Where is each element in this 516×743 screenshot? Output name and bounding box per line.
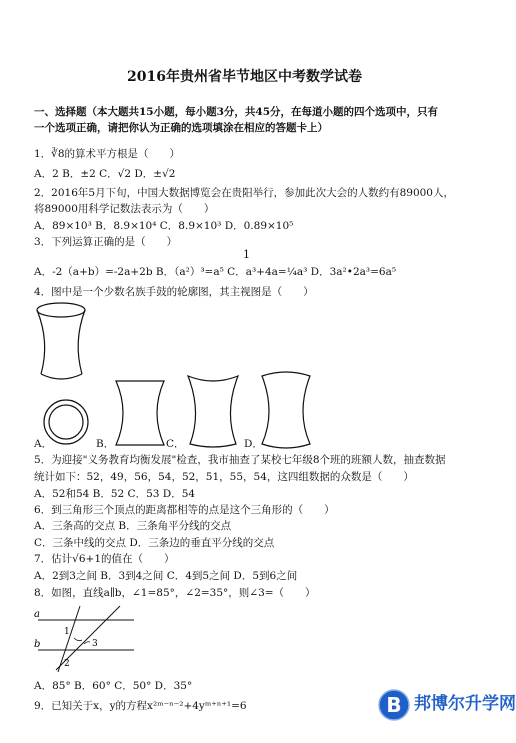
q4-stem: 4．图中是一个少数名族手鼓的轮廓图，其主视图是（ ）: [34, 286, 314, 298]
q1-options: A．2 B．±2 C．√2 D．±√2: [34, 168, 176, 180]
svg-text:B: B: [386, 693, 402, 717]
q4-option-c-figure: [182, 370, 244, 450]
q2-line2: 将89000用科学记数法表示为（ ）: [34, 203, 215, 215]
watermark-logo: [378, 683, 516, 743]
q2-options: A．89×10³ B．8.9×10⁴ C．8.9×10³ D．0.89×10⁵: [34, 220, 294, 232]
q6-options-ab: A．三条高的交点 B．三条角平分线的交点: [34, 520, 232, 532]
logo-b-icon: [378, 689, 410, 721]
parallel-lines-figure: [34, 604, 138, 674]
q3-options: A．-2（a+b）=-2a+2b B．（a²）³=a⁵ C．a³+4a=¼a³ D．3a²•2a³=6a⁵: [34, 266, 397, 278]
q3-stem: 3．下列运算正确的是（ ）: [34, 236, 178, 248]
line-b-label: b: [34, 639, 41, 650]
section-heading-line2: 一个选项正确，请把你认为正确的选项填涂在相应的答题卡上）: [34, 122, 328, 134]
q5-line1: 5．为迎接"义务教育均衡发展"检查，我市抽查了某校七年级8个班的班额人数，抽查数据: [34, 454, 446, 466]
q2-line1: 2．2016年5月下旬，中国大数据博览会在贵阳举行，参加此次大会的人数约有89000人，: [34, 187, 454, 199]
angle-2-label: 2: [64, 659, 70, 669]
q9-stem: 9．已知关于x，y的方程x²ᵐ⁻ⁿ⁻²+4yᵐ⁺ⁿ⁺¹=6: [34, 700, 247, 712]
q4-label-c: C．: [166, 438, 185, 450]
q4-option-b-figure: [112, 378, 168, 448]
angle-1-label: 1: [64, 627, 70, 637]
q4-label-b: B．: [96, 438, 115, 450]
q7-stem: 7．估计√6+1的值在（ ）: [34, 553, 175, 565]
angle-3-label: 3: [92, 639, 98, 649]
q4-label-a: A．: [34, 438, 53, 450]
q4-option-a-figure: [42, 398, 90, 446]
q3-fraction-numerator: 1: [243, 248, 250, 261]
line-a-label: a: [34, 609, 40, 620]
q5-options: A．52和54 B．52 C．53 D．54: [34, 488, 196, 500]
q8-options: A．85° B．60° C．50° D．35°: [34, 680, 193, 692]
section-heading-line1: 一、选择题（本大题共15小题，每小题3分，共45分，在每道小题的四个选项中，只有: [34, 106, 439, 118]
q4-option-d-figure: [254, 370, 318, 450]
q6-options-cd: C．三条中线的交点 D．三条边的垂直平分线的交点: [34, 537, 275, 549]
q5-line2: 统计如下：52，49，56，54，52，51，55，54，这四组数据的众数是（ ）: [34, 471, 414, 483]
q8-stem: 8．如图，直线a∥b，∠1=85°，∠2=35°，则∠3=（ ）: [34, 587, 316, 599]
q1-stem: 1．∛8的算术平方根是（ ）: [34, 148, 181, 160]
q4-label-d: D．: [244, 438, 263, 450]
exam-title: 2016年贵州省毕节地区中考数学试卷: [127, 69, 362, 85]
watermark-text: 邦博尔升学网: [414, 694, 516, 714]
drum-figure: [28, 300, 98, 380]
q6-stem: 6．到三角形三个顶点的距离都相等的点是这个三角形的（ ）: [34, 504, 335, 516]
q7-options: A．2到3之间 B．3到4之间 C．4到5之间 D．5到6之间: [34, 570, 298, 582]
